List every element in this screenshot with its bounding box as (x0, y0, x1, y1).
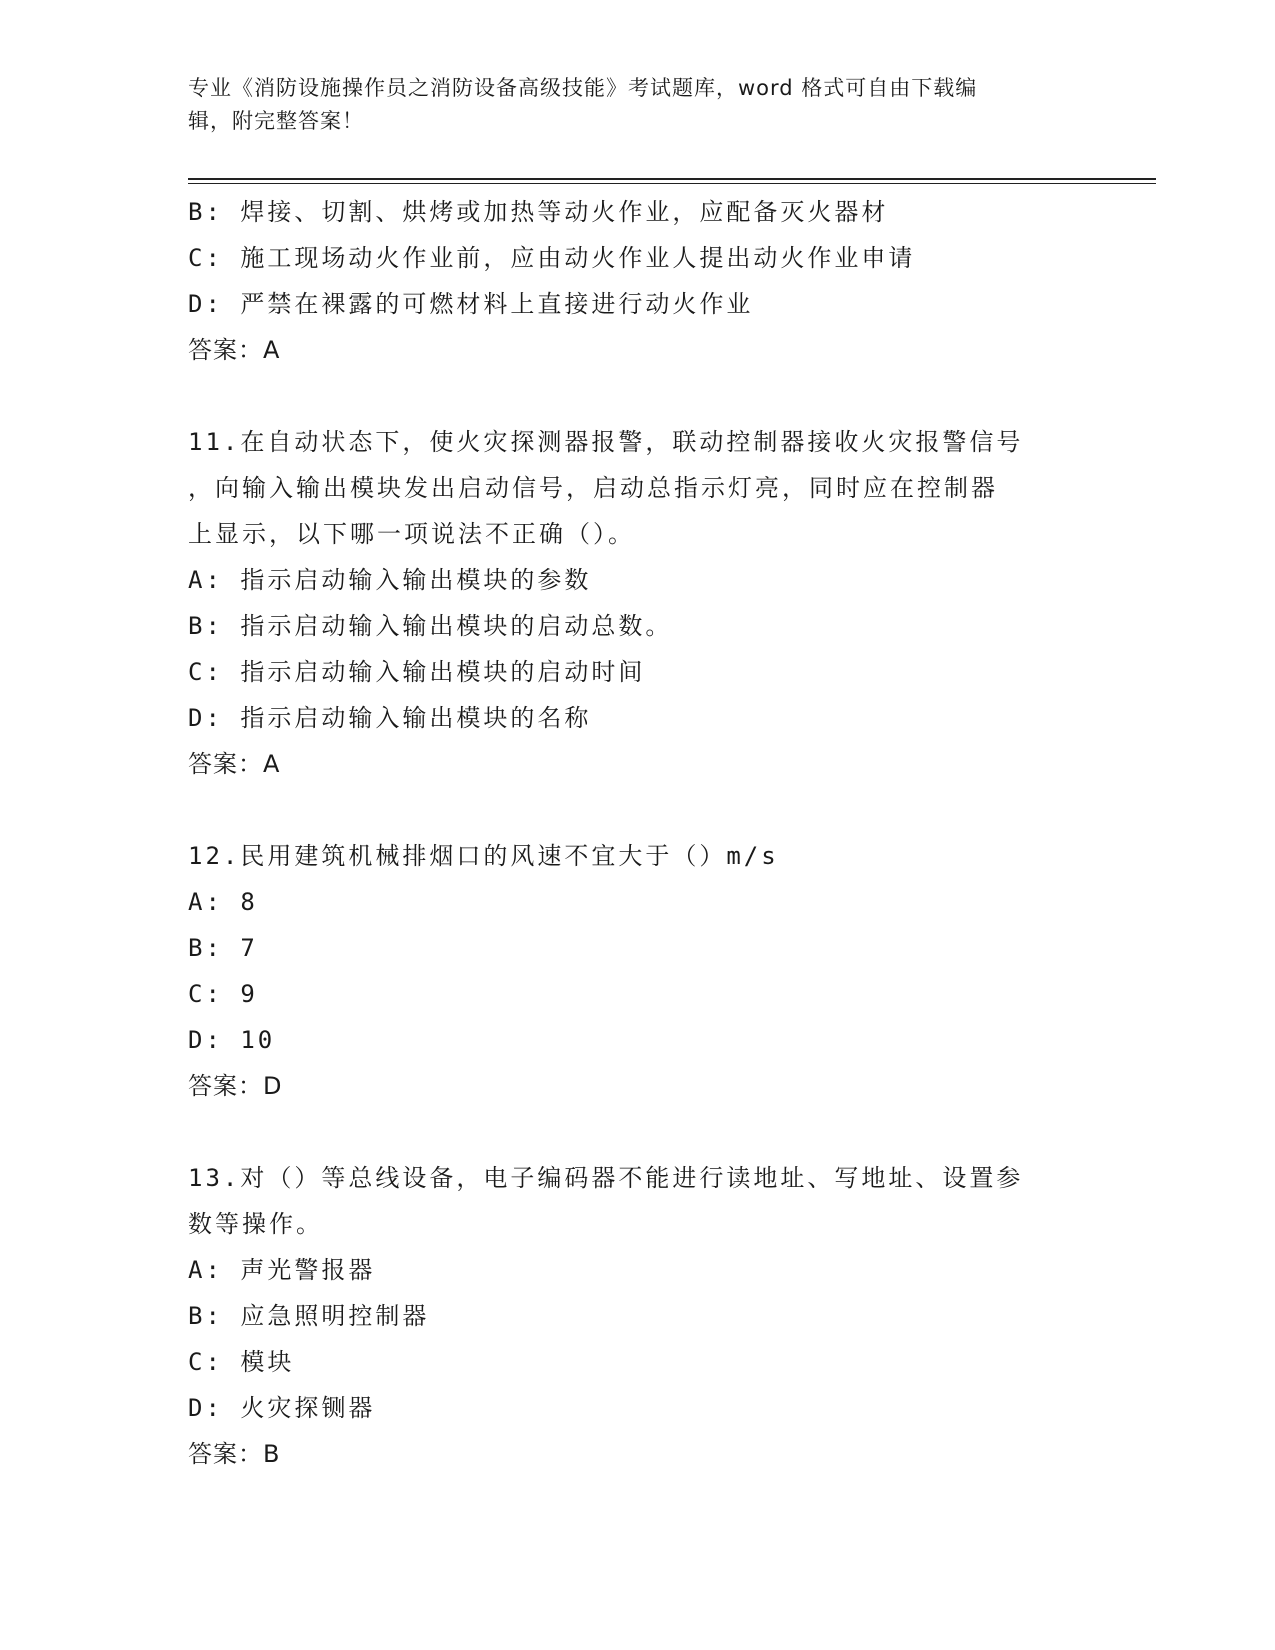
question-text-line: 数等操作。 (188, 1210, 323, 1238)
question-text-line: ，向输入输出模块发出启动信号，启动总指示灯亮，同时应在控制器 (188, 474, 998, 502)
option-b: B: 应急照明控制器 (188, 1302, 430, 1330)
option-c: C: 施工现场动火作业前，应由动火作业人提出动火作业申请 (188, 244, 916, 272)
option-d: D: 火灾探铡器 (188, 1394, 376, 1422)
option-b: B: 7 (188, 934, 258, 962)
option-a: A: 声光警报器 (188, 1256, 376, 1284)
option-a: A: 指示启动输入输出模块的参数 (188, 566, 592, 594)
question-block-12 (188, 833, 1088, 1109)
answer-line: 答案：A (188, 336, 281, 364)
question-text-line: 13.对（）等总线设备，电子编码器不能进行读地址、写地址、设置参 (188, 1164, 1024, 1192)
header-divider-thick (188, 178, 1156, 180)
option-c: C: 模块 (188, 1348, 295, 1376)
header-line-1: 专业《消防设施操作员之消防设备高级技能》考试题库，word 格式可自由下载编 (188, 76, 978, 100)
answer-line: 答案：B (188, 1440, 281, 1468)
question-text-line: 12.民用建筑机械排烟口的风速不宜大于（）m/s (188, 842, 779, 870)
option-b: B: 焊接、切割、烘烤或加热等动火作业，应配备灭火器材 (188, 198, 889, 226)
option-a: A: 8 (188, 888, 258, 916)
question-block-10 (188, 189, 1088, 373)
question-text-line: 11.在自动状态下，使火灾探测器报警，联动控制器接收火灾报警信号 (188, 428, 1024, 456)
option-d: D: 10 (188, 1026, 276, 1054)
answer-line: 答案：D (188, 1072, 283, 1100)
option-c: C: 指示启动输入输出模块的启动时间 (188, 658, 646, 686)
question-block-13 (188, 1155, 1088, 1477)
option-b: B: 指示启动输入输出模块的启动总数。 (188, 612, 673, 640)
question-block-11 (188, 419, 1088, 787)
option-d: D: 指示启动输入输出模块的名称 (188, 704, 592, 732)
option-c: C: 9 (188, 980, 258, 1008)
spacer (188, 787, 1088, 833)
document-header (188, 72, 1068, 138)
option-d: D: 严禁在裸露的可燃材料上直接进行动火作业 (188, 290, 754, 318)
spacer (188, 373, 1088, 419)
answer-line: 答案：A (188, 750, 281, 778)
header-line-2: 辑，附完整答案！ (188, 109, 364, 133)
header-divider-thin (188, 183, 1156, 184)
spacer (188, 1109, 1088, 1155)
question-list (188, 189, 1088, 1477)
question-text-line: 上显示，以下哪一项说法不正确（）。 (188, 520, 635, 548)
